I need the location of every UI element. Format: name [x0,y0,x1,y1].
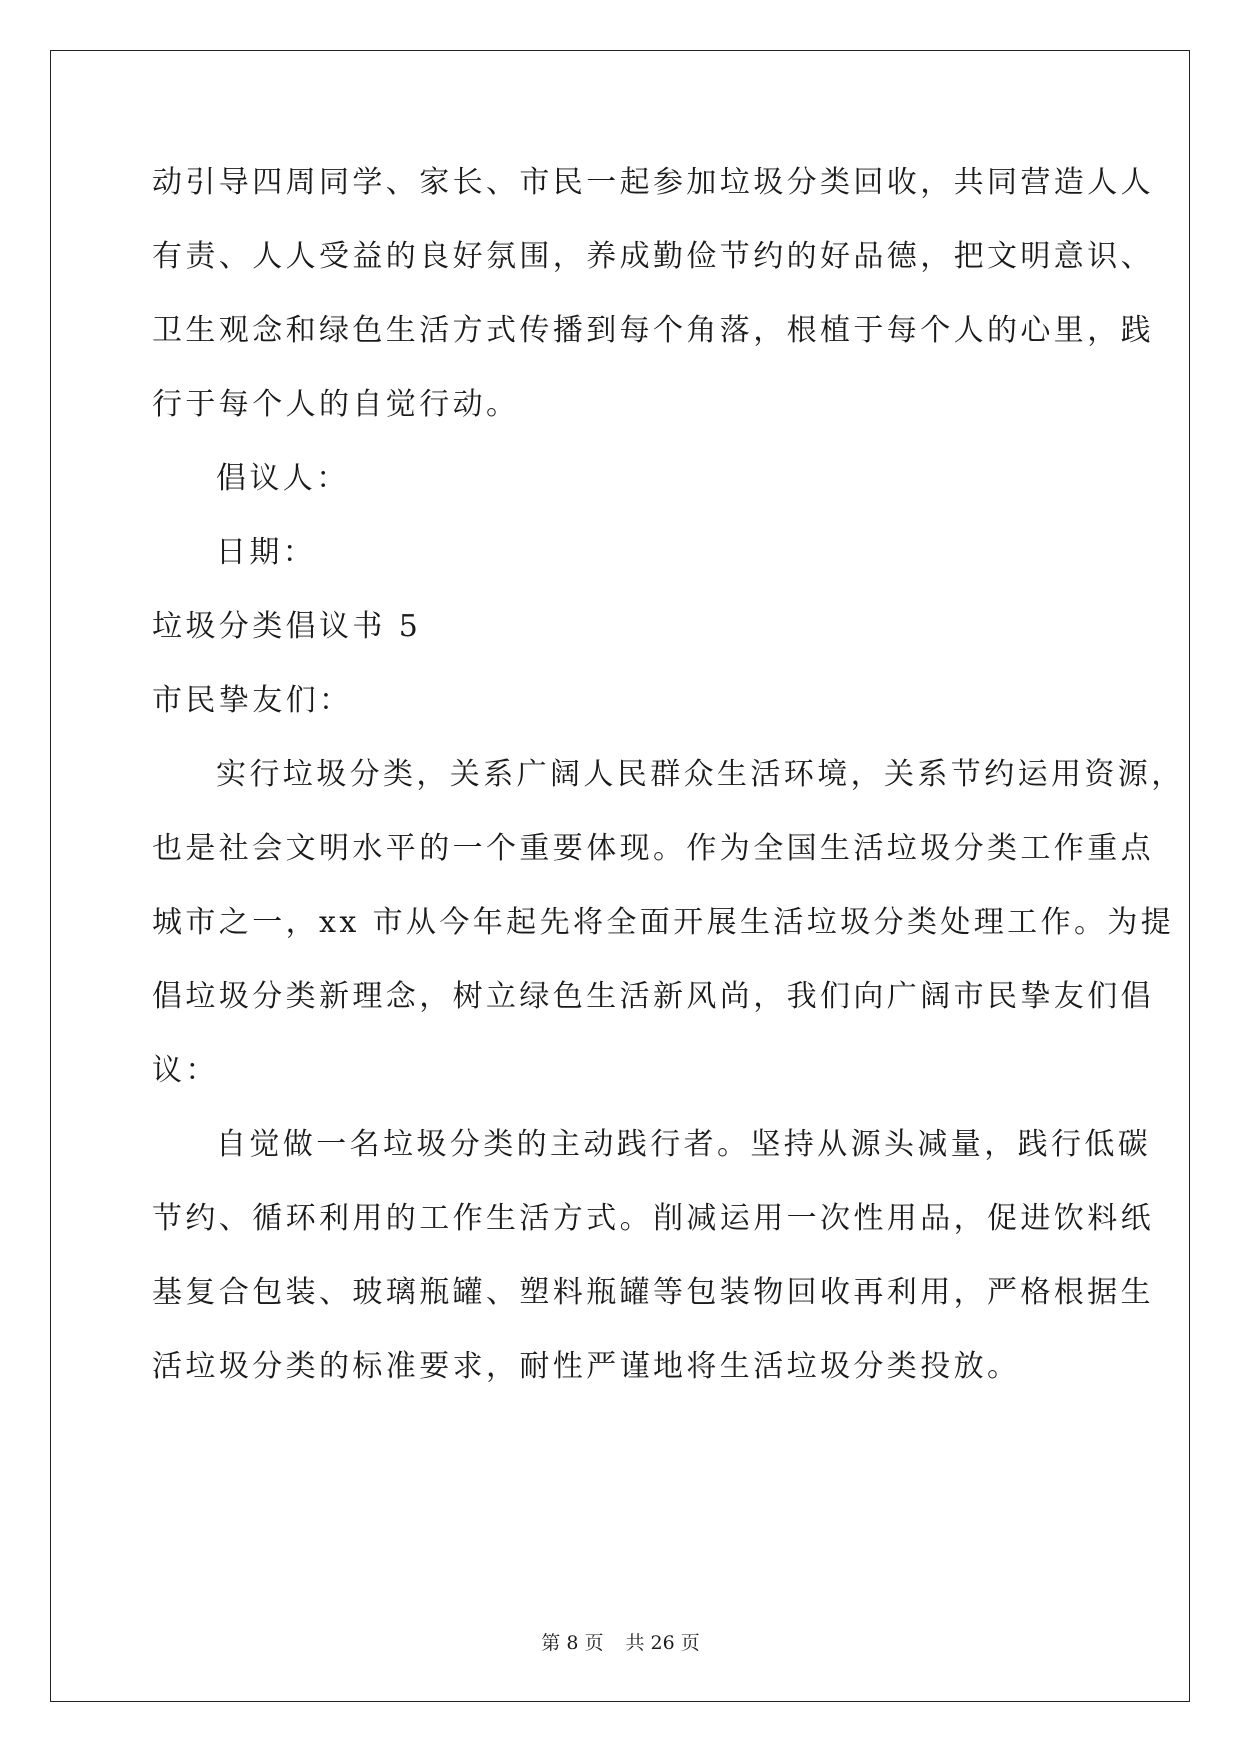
text-line: 有责、人人受益的良好氛围，养成勤俭节约的好品德，把文明意识、 [152,239,1154,274]
page-number: 第 8 页 [541,1632,604,1654]
text-line: 自觉做一名垃圾分类的主动践行者。坚持从源头减量，践行低碳 [216,1127,1152,1162]
text-line: 议： [152,1053,219,1088]
text-line: 活垃圾分类的标准要求，耐性严谨地将生活垃圾分类投放。 [152,1349,1021,1384]
text-line: 城市之一，xx 市从今年起先将全面开展生活垃圾分类处理工作。为提 [152,905,1175,940]
salutation: 市民挚友们： [152,683,353,718]
section-heading: 垃圾分类倡议书 5 [152,609,422,644]
text-line: 节约、循环利用的工作生活方式。削减运用一次性用品，促进饮料纸 [152,1201,1154,1236]
page-footer [0,1628,1241,1655]
text-line: 也是社会文明水平的一个重要体现。作为全国生活垃圾分类工作重点 [152,831,1154,866]
page-frame [50,50,1190,1702]
text-line: 实行垃圾分类，关系广阔人民群众生活环境，关系节约运用资源， [216,757,1185,792]
total-pages: 共 26 页 [625,1632,700,1654]
text-line: 基复合包装、玻璃瓶罐、塑料瓶罐等包装物回收再利用，严格根据生 [152,1275,1154,1310]
text-line: 动引导四周同学、家长、市民一起参加垃圾分类回收，共同营造人人 [152,165,1154,200]
signer-label: 倡议人： [216,461,350,496]
date-label: 日期： [216,535,317,570]
text-line: 卫生观念和绿色生活方式传播到每个角落，根植于每个人的心里，践 [152,313,1154,348]
text-line: 倡垃圾分类新理念，树立绿色生活新风尚，我们向广阔市民挚友们倡 [152,979,1154,1014]
text-line: 行于每个人的自觉行动。 [152,387,520,422]
